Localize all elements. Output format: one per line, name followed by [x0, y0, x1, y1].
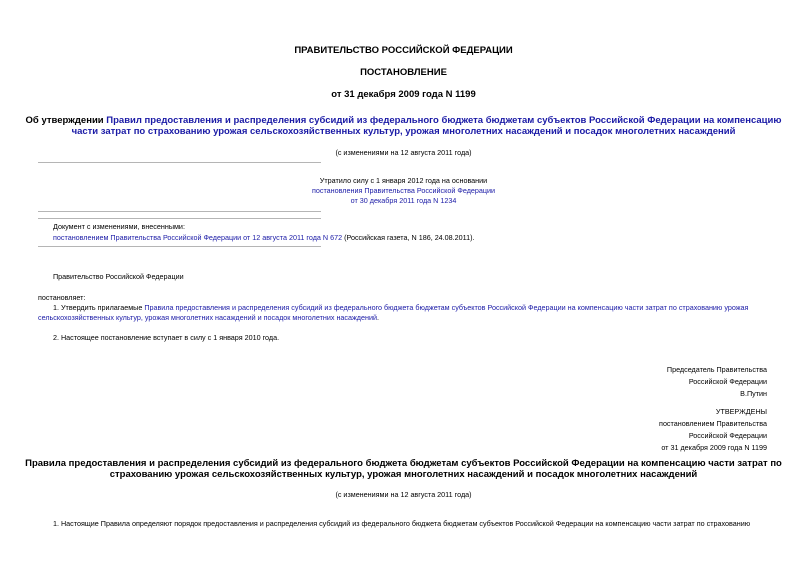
status-line: Утратило силу с 1 января 2012 года на основании [319, 176, 488, 185]
approval-date: от 31 декабря 2009 года N 1199 [661, 443, 767, 452]
rules-changes-note: (с изменениями на 12 августа 2011 года) [335, 490, 472, 499]
intro-text: Правительство Российской Федерации [53, 272, 184, 281]
divider [38, 211, 321, 212]
document-title-line1 [0, 115, 807, 126]
rules-title-line1: Правила предоставления и распределения субсидий из федерального бюджета бюджетам субъектов Российской Федерации на компенсацию части затрат по [25, 458, 782, 469]
repeal-link-line1[interactable]: постановления Правительства Российской Федерации [311, 186, 496, 195]
signature-org: Российской Федерации [688, 377, 767, 386]
government-heading: ПРАВИТЕЛЬСТВО РОССИЙСКОЙ ФЕДЕРАЦИИ [294, 45, 513, 56]
divider [38, 246, 321, 247]
rules-link-line2[interactable]: части затрат по страхованию урожая сельскохозяйственных культур, урожая многолетних насаждений и посадок многолетних насаждений [71, 126, 736, 137]
divider [38, 218, 321, 219]
amendment-link[interactable]: постановлением Правительства Российской Федерации от 12 августа 2011 года N 672 [53, 233, 343, 242]
rules-link-body-b[interactable]: сельскохозяйственных культур, урожая многолетних насаждений и посадок многолетних насаждений [38, 313, 378, 322]
approval-heading: УТВЕРЖДЕНЫ [715, 407, 767, 416]
approval-by: постановлением Правительства [659, 419, 767, 428]
item-1-suffix: . [377, 313, 380, 322]
rules-link-body-a[interactable]: Правила предоставления и распределения субсидий из федерального бюджета бюджетам субъектов Российской Федерации на компенсацию части затрат по страхованию урожая [144, 303, 749, 312]
rules-link-line1[interactable]: Правил предоставления и распределения субсидий из федерального бюджета бюджетам субъектов Российской Федерации на компенсацию [106, 115, 782, 126]
amendments-label: Документ с изменениями, внесенными: [53, 222, 185, 231]
approval-block [659, 406, 767, 454]
amendments-line [53, 233, 475, 242]
amendment-source: (Российская газета, N 186, 24.08.2011). [342, 233, 475, 242]
approval-org: Российской Федерации [688, 431, 767, 440]
repeal-link-line2[interactable]: от 30 декабря 2011 года N 1234 [350, 196, 457, 205]
decrees-text: постановляет: [38, 293, 86, 302]
rules-item-1: 1. Настоящие Правила определяют порядок предоставления и распределения субсидий из федерального бюджета бюджетам субъектов Российской Федерации на компенсацию части затрат по страхованию [53, 519, 751, 528]
signature-title: Председатель Правительства [666, 365, 767, 374]
signature-name: В.Путин [740, 389, 767, 398]
title-prefix: Об утверждении [25, 115, 107, 126]
item-1-line2 [38, 313, 379, 322]
signature-block [667, 364, 767, 400]
item-1-prefix: 1. Утвердить прилагаемые [53, 303, 145, 312]
divider [38, 162, 321, 163]
document-date: от 31 декабря 2009 года N 1199 [331, 89, 476, 100]
rules-title-line2: страхованию урожая сельскохозяйственных культур, урожая многолетних насаждений и посадок многолетних насаждений [109, 469, 698, 480]
document-type: ПОСТАНОВЛЕНИЕ [360, 67, 447, 78]
item-1-line1 [53, 303, 748, 312]
item-2: 2. Настоящее постановление вступает в силу с 1 января 2010 года. [53, 333, 280, 342]
changes-note: (с изменениями на 12 августа 2011 года) [335, 148, 472, 157]
